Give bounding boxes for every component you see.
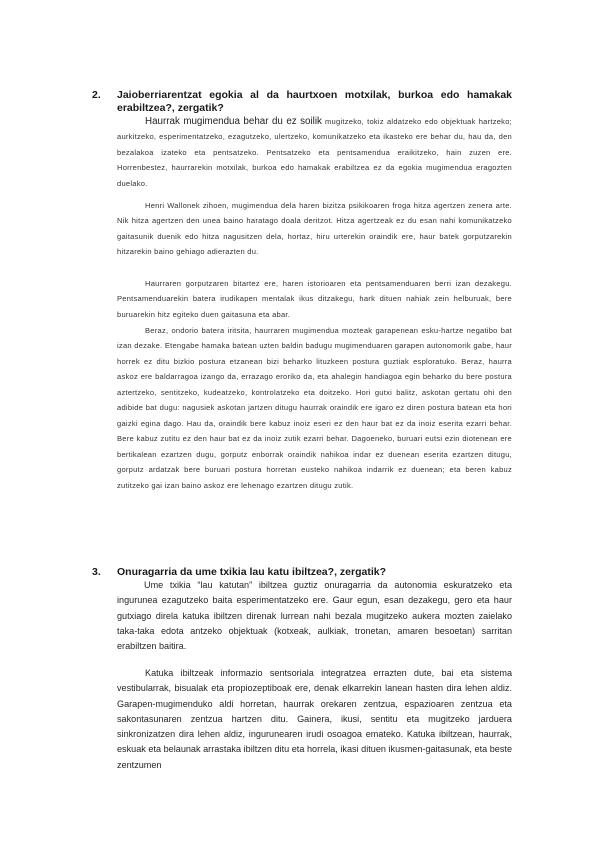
section-2-number: 2. xyxy=(92,89,101,101)
section-3-question: Onuragarria da ume txikia lau katu ibiltzea?, zergatik? xyxy=(117,566,386,578)
section-3-paragraph-1: Ume txikia “lau katutan” ibiltzea guztiz onuragarria da autonomia eskuratzeko eta ingurunea ezagutzeko baita esperimentatzeko ere. Gaur egun, esan dezakegu, gero eta haur gutxiago direla katuka ibiltzen direnak lurrean nahi bezala mugitzeko aukera mozten zaielako taka-taka edota antzeko objektuak (kotxeak, aulkiak, tronetan, amaren besoetan) sarritan erabiltzen baitira. xyxy=(117,580,512,652)
section-2-paragraph-1-rest: mugitzeko, tokiz aldatzeko edo objektuak hartzeko; aurkitzeko, esperimentatzeko, ezagutzeko, ulertzeko, komunikatzeko eta ikasteko ere behar du, hau da, den bezalakoa izateko eta pentsatzeko. Pentsatzeko eta pentsamendua eraikitzeko, hain zuzen ere. Horrenbestez, haurrarekin motxilak, burkoa edo hamakak erabiltzea ez da egokia mugimendua eragozten duelako. xyxy=(117,117,513,188)
section-2-paragraph-1 xyxy=(117,114,512,191)
section-2-question: Jaioberriarentzat egokia al da haurtxoen motxilak, burkoa edo hamakak erabiltzea?, zergatik? xyxy=(117,89,512,114)
section-3-paragraph-2: Katuka ibiltzeak informazio sentsoriala integratzea errazten dute, bai eta sistema vestibularrak, bisualak eta propiozeptiboak ere, denak elkarrekin lanean hasten dira lehen aldiz. Garapen-mugimenduko aldi horretan, haurrak orekaren zentzua, espazioaren zentzua eta sakontasunaren zentzua hartzen ditu. Gainera, ikusi, sentitu eta mugitzeko jarduera sinkronizatzen dira lehen aldiz, ingurunearen irudi osoagoa emateko. Katuka ibiltzean, haurrak, eskuak eta belaunak arrastaka ibiltzen ditu eta horrela, ikasi dituen ikusmen-gaitasunak, eta beste zentzumen xyxy=(117,668,512,770)
section-2-paragraph-2: Henri Wallonek zihoen, mugimendua dela haren bizitza psikikoaren froga hitza agertzen zenera arte. Nik hitza agertzen den unea baino haratago doala deritzot. Hitza agertzeak ez du esan nahi komunikatzeko gaitasunik duenik edo hitza nagusitzen dela, hortaz, hiru urterekin oraindik ere, haur batek gorputzarekin hitzarekin baino gehiago adierazten du. xyxy=(117,201,512,257)
section-2-paragraph-3: Haurraren gorputzaren bitartez ere, haren istorioaren eta pentsamenduaren berri izan dezakegu. Pentsamenduarekin batera irudikapen mentalak ikus ditzakegu, hark dituen nahiak zein helburuak, bere buruarekin hitz egiteko duen gaitasuna eta abar. xyxy=(117,279,512,319)
section-3-number: 3. xyxy=(92,566,101,578)
section-2-heading xyxy=(92,89,512,115)
section-2-paragraph-1-lead: Haurrak mugimendua behar du ez soilik xyxy=(145,116,322,127)
section-2-paragraph-4: Beraz, ondorio batera iritsita, haurraren mugimendua mozteak garapenean esku-hartze negatibo bat izan dezake. Etengabe hamaka batean uzten baldin badugu mugimenduaren garapen autonomorik gabe, haur horrek ez ditu bizkio postura etzanean bizi beharko lituzkeen postura guztiak esploratuko. Beraz, haurra askoz ere baldarragoa izango da, errazago eroriko da, eta ahalegin handiagoa egin beharko du bere postura aztertzeko, sentitzeko, kudeatzeko, kontrolatzeko eta doitzeko. Hori gutxi balitz, askotan gertatu ohi den adibide bat dugu: nagusiek askotan jartzen ditugu haurrak oraindik ere igaro ez diren postura batean eta hori gaizki egina dago. Hau da, oraindik bere kabuz inoiz eseri ez den haur bat ez da inoiz eserita ezarri behar. Bere kabuz zutitu ez den haur bat ez da inoiz zutik ezarri behar. Dagoeneko, buruari eutsi ezin diotenean ere bertikalean ezartzen dugu, gorputz enborrak oraindik nahikoa indar ez duenean eserita ezartzen ditugu, gorputz ardatzak bere buruari postura horretan eusteko nahikoa indarrik ez duenean; eta beren kabuz zutitzeko gai izan baino askoz ere lehenago ezartzen ditugu zutik. xyxy=(117,326,512,490)
